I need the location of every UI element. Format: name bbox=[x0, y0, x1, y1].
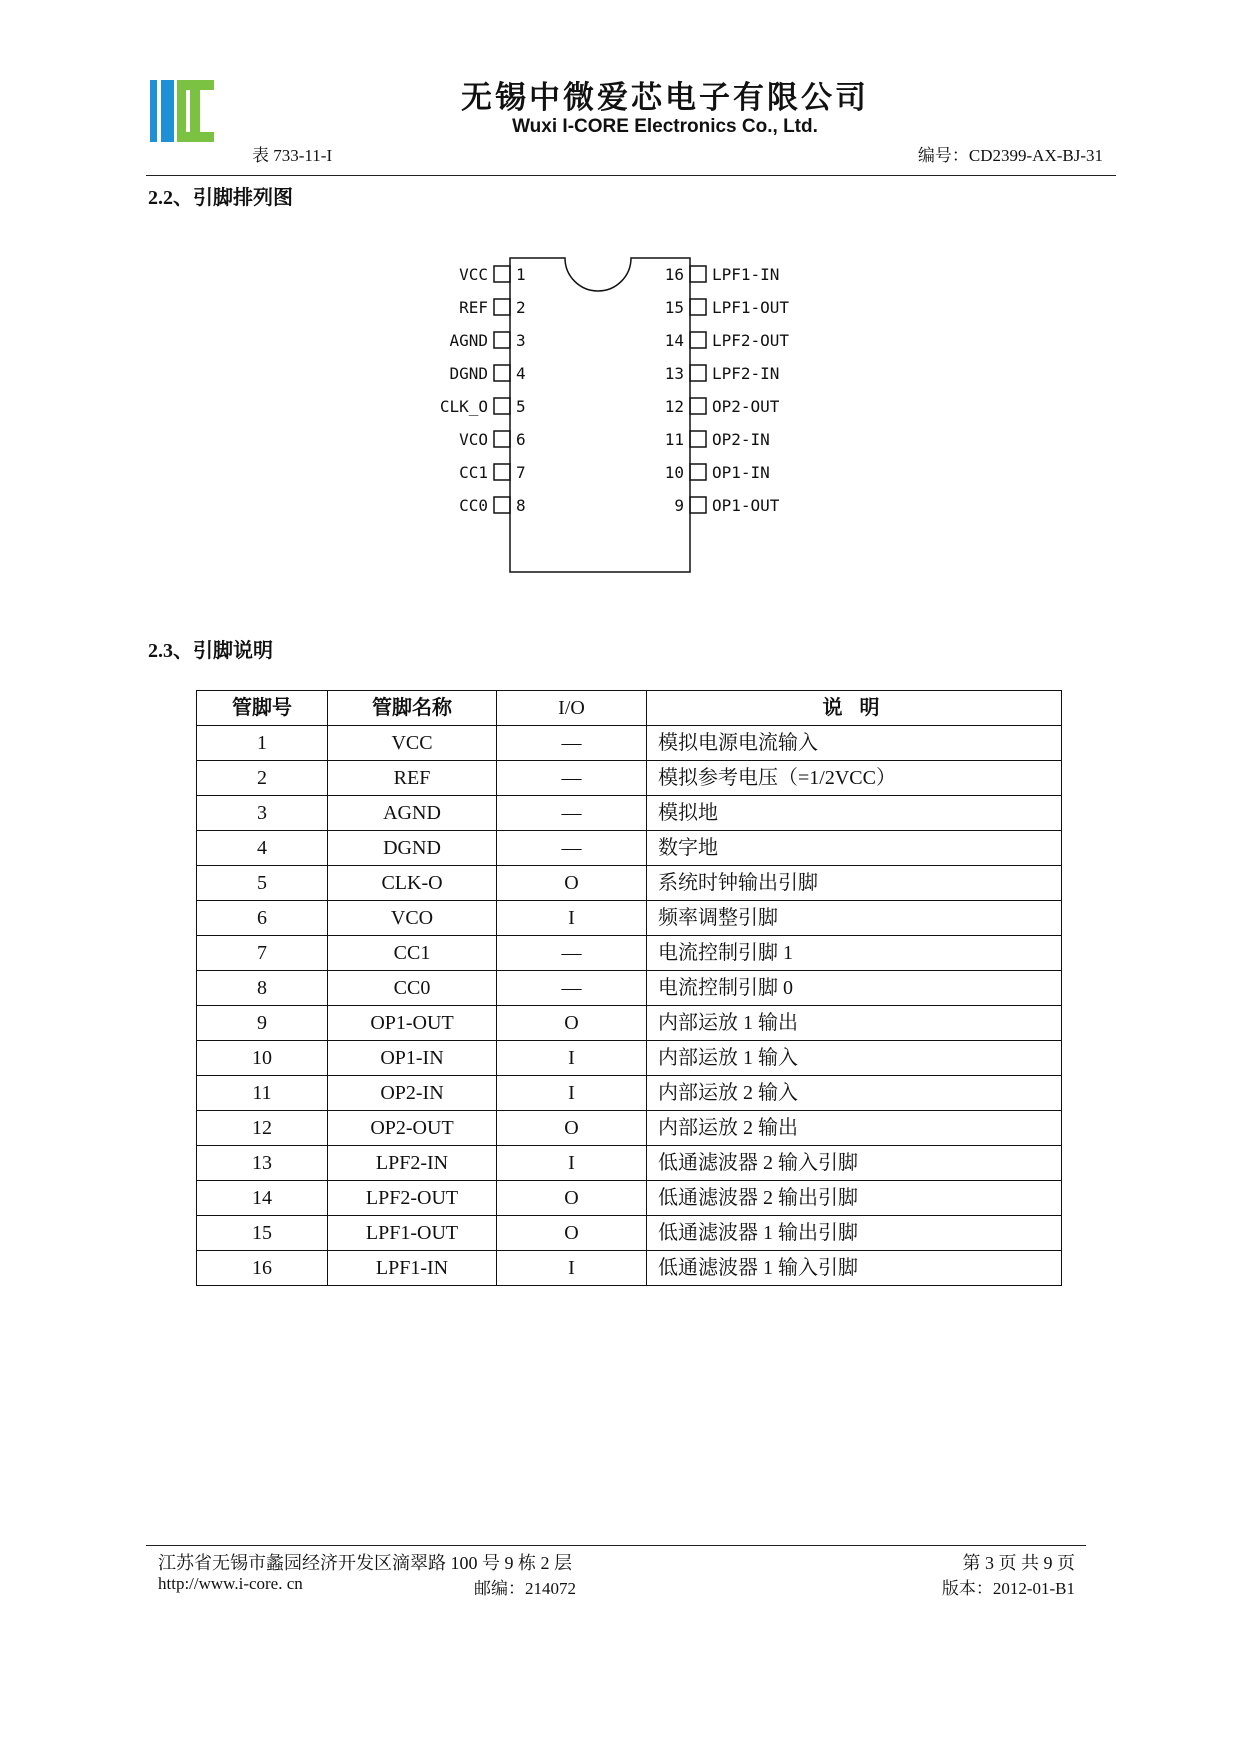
pin-pad bbox=[690, 464, 706, 480]
pin-io-cell: O bbox=[497, 1181, 647, 1216]
pin-io-cell: I bbox=[497, 1251, 647, 1286]
pin-number-label: 5 bbox=[516, 397, 526, 416]
pin-name-label: CLK_O bbox=[439, 397, 488, 416]
pin-name-label: CC1 bbox=[459, 463, 488, 482]
pin-name-cell: LPF2-IN bbox=[328, 1146, 497, 1181]
pin-io-cell: O bbox=[497, 1216, 647, 1251]
pin-number-label: 9 bbox=[674, 496, 684, 515]
pin-io-cell: — bbox=[497, 971, 647, 1006]
pin-description-cell: 模拟参考电压（=1/2VCC） bbox=[647, 761, 1062, 796]
pin-name-cell: LPF2-OUT bbox=[328, 1181, 497, 1216]
table-header-row bbox=[197, 691, 1062, 726]
pin-name-cell: OP1-IN bbox=[328, 1041, 497, 1076]
pin-pad bbox=[690, 431, 706, 447]
pin-number-label: 7 bbox=[516, 463, 526, 482]
pin-name-label: LPF2-OUT bbox=[712, 331, 790, 350]
header-divider bbox=[146, 175, 1116, 176]
company-name-en: Wuxi I-CORE Electronics Co., Ltd. bbox=[512, 116, 818, 137]
header-description: 说 明 bbox=[647, 691, 1062, 726]
table-row bbox=[197, 796, 1062, 831]
pin-number-label: 12 bbox=[664, 397, 684, 416]
footer-divider bbox=[146, 1545, 1086, 1546]
pin-pad bbox=[494, 332, 510, 348]
pin-name-label: AGND bbox=[449, 331, 488, 350]
pin-number-cell: 5 bbox=[197, 866, 328, 901]
table-row bbox=[197, 971, 1062, 1006]
pin-number-cell: 9 bbox=[197, 1006, 328, 1041]
pin-io-cell: I bbox=[497, 901, 647, 936]
pin-number-label: 11 bbox=[664, 430, 684, 449]
pin-name-label: CC0 bbox=[459, 496, 488, 515]
table-row bbox=[197, 726, 1062, 761]
pin-number-label: 10 bbox=[664, 463, 684, 482]
form-number: 表 733-11-I bbox=[252, 146, 333, 165]
pin-number-cell: 7 bbox=[197, 936, 328, 971]
pin-description-cell: 内部运放 2 输出 bbox=[647, 1111, 1062, 1146]
pin-pad bbox=[690, 497, 706, 513]
pin-io-cell: O bbox=[497, 866, 647, 901]
table-row bbox=[197, 831, 1062, 866]
pin-description-cell: 低通滤波器 1 输出引脚 bbox=[647, 1216, 1062, 1251]
footer-version: 版本：2012-01-B1 bbox=[941, 1579, 1075, 1598]
table-row bbox=[197, 761, 1062, 796]
pin-pad bbox=[494, 266, 510, 282]
pin-number-cell: 4 bbox=[197, 831, 328, 866]
pin-description-cell: 内部运放 2 输入 bbox=[647, 1076, 1062, 1111]
table-row bbox=[197, 866, 1062, 901]
pin-name-cell: VCC bbox=[328, 726, 497, 761]
pin-name-label: DGND bbox=[449, 364, 488, 383]
pin-io-cell: O bbox=[497, 1111, 647, 1146]
pin-io-cell: I bbox=[497, 1146, 647, 1181]
pin-number-label: 6 bbox=[516, 430, 526, 449]
pin-name-cell: CC1 bbox=[328, 936, 497, 971]
pin-description-table bbox=[196, 690, 1062, 1286]
pin-name-cell: LPF1-IN bbox=[328, 1251, 497, 1286]
pin-name-cell: OP1-OUT bbox=[328, 1006, 497, 1041]
pin-pad bbox=[690, 365, 706, 381]
pin-pad bbox=[494, 398, 510, 414]
pin-io-cell: I bbox=[497, 1041, 647, 1076]
pin-io-cell: — bbox=[497, 726, 647, 761]
pin-io-cell: I bbox=[497, 1076, 647, 1111]
pin-name-cell: CC0 bbox=[328, 971, 497, 1006]
pin-description-cell: 系统时钟输出引脚 bbox=[647, 866, 1062, 901]
header-pin-name: 管脚名称 bbox=[328, 691, 497, 726]
pin-number-cell: 14 bbox=[197, 1181, 328, 1216]
pin-pad bbox=[494, 464, 510, 480]
pin-name-label: LPF1-IN bbox=[712, 265, 780, 284]
pin-number-cell: 16 bbox=[197, 1251, 328, 1286]
pin-description-cell: 频率调整引脚 bbox=[647, 901, 1062, 936]
table-row bbox=[197, 1111, 1062, 1146]
pin-description-cell: 低通滤波器 2 输入引脚 bbox=[647, 1146, 1062, 1181]
pin-number-label: 2 bbox=[516, 298, 526, 317]
pin-pad bbox=[494, 497, 510, 513]
footer-postal-code: 邮编：214072 bbox=[474, 1579, 576, 1598]
pin-number-label: 4 bbox=[516, 364, 526, 383]
chip-body bbox=[510, 258, 690, 572]
pin-description-cell: 电流控制引脚 0 bbox=[647, 971, 1062, 1006]
pin-name-label: OP2-IN bbox=[712, 430, 770, 449]
pin-name-label: LPF2-IN bbox=[712, 364, 780, 383]
pin-number-label: 8 bbox=[516, 496, 526, 515]
pin-name-cell: AGND bbox=[328, 796, 497, 831]
pin-name-cell: OP2-OUT bbox=[328, 1111, 497, 1146]
pin-io-cell: — bbox=[497, 761, 647, 796]
pin-name-label: OP2-OUT bbox=[712, 397, 780, 416]
pin-name-cell: CLK-O bbox=[328, 866, 497, 901]
pin-name-cell: VCO bbox=[328, 901, 497, 936]
table-row bbox=[197, 936, 1062, 971]
pin-number-cell: 8 bbox=[197, 971, 328, 1006]
pin-name-label: OP1-OUT bbox=[712, 496, 780, 515]
pin-name-cell: LPF1-OUT bbox=[328, 1216, 497, 1251]
pin-number-label: 15 bbox=[664, 298, 684, 317]
company-name-cn: 无锡中微爱芯电子有限公司 bbox=[461, 80, 869, 116]
pinout-heading: 2.2、引脚排列图 bbox=[148, 187, 293, 209]
pin-pad bbox=[494, 365, 510, 381]
table-row bbox=[197, 1181, 1062, 1216]
pin-number-cell: 2 bbox=[197, 761, 328, 796]
pin-number-cell: 10 bbox=[197, 1041, 328, 1076]
pin-number-cell: 3 bbox=[197, 796, 328, 831]
pin-number-cell: 1 bbox=[197, 726, 328, 761]
pin-description-cell: 内部运放 1 输出 bbox=[647, 1006, 1062, 1041]
pin-io-cell: — bbox=[497, 831, 647, 866]
pin-description-cell: 模拟地 bbox=[647, 796, 1062, 831]
pin-description-cell: 低通滤波器 1 输入引脚 bbox=[647, 1251, 1062, 1286]
pin-number-cell: 13 bbox=[197, 1146, 328, 1181]
pin-name-label: VCC bbox=[459, 265, 488, 284]
table-row bbox=[197, 901, 1062, 936]
pin-io-cell: — bbox=[497, 796, 647, 831]
table-row bbox=[197, 1146, 1062, 1181]
pin-io-cell: — bbox=[497, 936, 647, 971]
pin-number-cell: 12 bbox=[197, 1111, 328, 1146]
pin-number-label: 16 bbox=[664, 265, 684, 284]
pin-number-cell: 15 bbox=[197, 1216, 328, 1251]
pin-description-cell: 低通滤波器 2 输出引脚 bbox=[647, 1181, 1062, 1216]
pin-number-cell: 11 bbox=[197, 1076, 328, 1111]
table-row bbox=[197, 1041, 1062, 1076]
pin-name-label: OP1-IN bbox=[712, 463, 770, 482]
pin-pad bbox=[690, 398, 706, 414]
pin-pad bbox=[690, 299, 706, 315]
pin-description-cell: 内部运放 1 输入 bbox=[647, 1041, 1062, 1076]
pin-name-cell: REF bbox=[328, 761, 497, 796]
pin-description-cell: 电流控制引脚 1 bbox=[647, 936, 1062, 971]
footer-url[interactable]: http://www.i-core. cn bbox=[158, 1574, 303, 1593]
pin-name-label: REF bbox=[459, 298, 488, 317]
pin-pad bbox=[494, 431, 510, 447]
header-io: I/O bbox=[497, 691, 647, 726]
header-pin-number: 管脚号 bbox=[197, 691, 328, 726]
pin-number-cell: 6 bbox=[197, 901, 328, 936]
pin-description-heading: 2.3、引脚说明 bbox=[148, 640, 273, 662]
table-row bbox=[197, 1251, 1062, 1286]
pinout-diagram bbox=[400, 250, 840, 580]
pin-pad bbox=[690, 266, 706, 282]
footer-address: 江苏省无锡市蠡园经济开发区滴翠路 100 号 9 栋 2 层 bbox=[158, 1553, 572, 1573]
pin-name-label: VCO bbox=[459, 430, 488, 449]
pin-name-label: LPF1-OUT bbox=[712, 298, 790, 317]
pin-name-cell: OP2-IN bbox=[328, 1076, 497, 1111]
pin-io-cell: O bbox=[497, 1006, 647, 1041]
pin-pad bbox=[494, 299, 510, 315]
pin-number-label: 13 bbox=[664, 364, 684, 383]
pin-description-cell: 模拟电源电流输入 bbox=[647, 726, 1062, 761]
pin-number-label: 14 bbox=[664, 331, 684, 350]
table-row bbox=[197, 1216, 1062, 1251]
pin-number-label: 3 bbox=[516, 331, 526, 350]
pin-pad bbox=[690, 332, 706, 348]
document-number: 编号：CD2399-AX-BJ-31 bbox=[917, 146, 1103, 165]
table-row bbox=[197, 1006, 1062, 1041]
pin-description-cell: 数字地 bbox=[647, 831, 1062, 866]
footer-page-number: 第 3 页 共 9 页 bbox=[962, 1553, 1075, 1573]
pin-number-label: 1 bbox=[516, 265, 526, 284]
pin-name-cell: DGND bbox=[328, 831, 497, 866]
table-row bbox=[197, 1076, 1062, 1111]
